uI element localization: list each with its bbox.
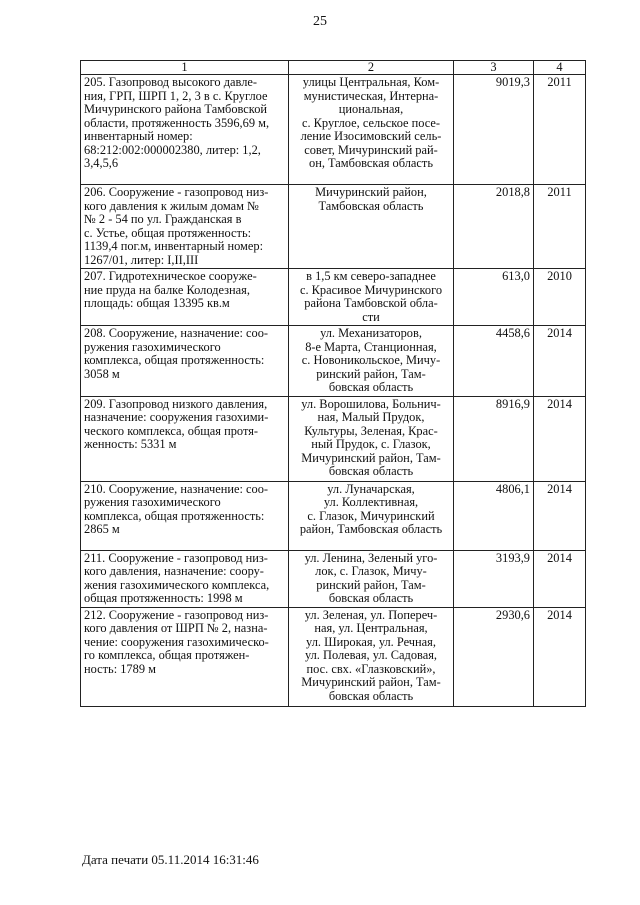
object-description-cell (81, 481, 289, 550)
table-row (81, 185, 586, 269)
header-cell-3: 3 (454, 61, 534, 75)
object-address-cell (289, 607, 454, 706)
table-row (81, 396, 586, 481)
object-description-cell-line: кого давления, назначение: соору- (84, 564, 264, 578)
object-description-cell (81, 607, 289, 706)
object-address-cell (289, 396, 454, 481)
object-length-cell: 9019,3 (454, 75, 534, 185)
object-description-cell-line: площадь: общая 13395 кв.м (84, 296, 230, 310)
object-address-cell (289, 269, 454, 326)
table-row (81, 481, 586, 550)
object-description-cell (81, 396, 289, 481)
object-address-cell-line: ул. Широкая, ул. Речная, (306, 634, 436, 649)
object-address-cell-line: ул. Зеленая, ул. Попереч- (304, 607, 438, 622)
object-year-cell: 2011 (534, 75, 586, 185)
object-description-cell-line: 3,4,5,6 (84, 156, 119, 170)
object-address-cell-line: района Тамбовской обла- (304, 296, 438, 310)
object-description-cell (81, 185, 289, 269)
table-body (81, 75, 586, 707)
object-description-cell-line: 207. Гидротехническое сооруже- (84, 269, 257, 283)
object-description-cell-line: ружения газохимического (84, 339, 221, 354)
object-description-cell-line: кого давления от ШРП № 2, назна- (84, 621, 268, 635)
object-year-cell: 2014 (534, 396, 586, 481)
object-address-cell-line: ная, ул. Центральная, (314, 621, 428, 635)
object-address-cell-line: ная, Малый Прудок, (317, 410, 425, 424)
header-cell-4: 4 (534, 61, 586, 75)
object-description-cell-line: ческого комплекса, общая протя- (84, 423, 259, 438)
object-address-cell-line: ул. Коллективная, (323, 495, 419, 509)
object-description-cell-line: области, протяженность 3596,69 м, (84, 115, 270, 130)
object-year-cell: 2014 (534, 550, 586, 607)
object-address-cell-line: улицы Центральная, Ком- (302, 75, 440, 89)
object-year-cell: 2014 (534, 607, 586, 706)
object-description-cell-line: № 2 - 54 по ул. Гражданская в (84, 212, 242, 226)
object-address-cell-line: с. Круглое, сельское посе- (301, 115, 441, 130)
object-description-cell-line: комплекса, общая протяженность: (84, 508, 265, 523)
object-address-cell-line: он, Тамбовская область (309, 156, 433, 170)
object-year-cell: 2014 (534, 326, 586, 397)
header-cell-1: 1 (81, 61, 289, 75)
object-address-cell-line: с. Красивое Мичуринского (299, 282, 443, 297)
object-length-cell: 3193,9 (454, 550, 534, 607)
object-address-cell-line: бовская область (328, 591, 414, 605)
object-description-cell-line: 1267/01, литер: I,II,III (84, 252, 199, 267)
table-row (81, 269, 586, 326)
object-description-cell-line: 205. Газопровод высокого давле- (84, 75, 258, 89)
object-address-cell-line: совет, Мичуринский рай- (304, 142, 438, 157)
object-description-cell-line: Мичуринского района Тамбовской (84, 102, 268, 116)
object-description-cell-line: 1139,4 пог.м, инвентарный номер: (84, 239, 264, 253)
object-description-cell-line: 2865 м (84, 522, 120, 536)
object-description-cell-line: женность: 5331 м (84, 437, 177, 451)
object-address-cell-line: пос. свх. «Глазковский», (306, 661, 436, 676)
object-address-cell-line: Тамбовская область (318, 198, 424, 213)
object-description-cell-line: ружения газохимического (84, 495, 221, 509)
object-address-cell (289, 326, 454, 397)
object-length-cell: 2018,8 (454, 185, 534, 269)
object-address-cell-line: ринский район, Там- (316, 366, 426, 381)
object-description-cell-line: ние пруда на балке Колодезная, (84, 282, 250, 297)
object-description-cell-line: 68:212:002:000002380, литер: 1,2, (84, 142, 261, 157)
object-address-cell-line: ный Прудок, с. Глазок, (311, 437, 431, 451)
object-address-cell (289, 185, 454, 269)
table-row (81, 75, 586, 185)
object-address-cell-line: ление Изосимовский сель- (300, 129, 442, 143)
object-address-cell-line: Культуры, Зеленая, Крас- (304, 423, 438, 438)
object-description-cell-line: 210. Сооружение, назначение: соо- (84, 481, 269, 496)
object-description-cell-line: 206. Сооружение - газопровод низ- (84, 185, 269, 199)
object-description-cell (81, 550, 289, 607)
object-address-cell-line: ул. Механизаторов, (320, 326, 422, 340)
object-length-cell: 4806,1 (454, 481, 534, 550)
object-description-cell-line: 212. Сооружение - газопровод низ- (84, 607, 269, 622)
object-description-cell-line: 211. Сооружение - газопровод низ- (84, 550, 268, 565)
object-description-cell-line: ния, ГРП, ШРП 1, 2, 3 в с. Круглое (84, 88, 268, 103)
object-length-cell: 8916,9 (454, 396, 534, 481)
page-number: 25 (313, 14, 327, 29)
object-address-cell-line: ул. Луначарская, (327, 481, 415, 496)
object-description-cell-line: с. Устье, общая протяженность: (84, 225, 252, 240)
object-address-cell-line: с. Глазок, Мичуринский (307, 508, 435, 523)
object-address-cell-line: бовская область (328, 688, 414, 703)
object-address-cell-line: Мичуринский район, (315, 185, 427, 199)
object-address-cell-line: район, Тамбовская область (299, 522, 443, 536)
object-description-cell-line: инвентарный номер: (84, 129, 193, 143)
object-description-cell-line: чение: сооружения газохимическо- (84, 634, 269, 649)
object-description-cell-line: го комплекса, общая протяжен- (84, 648, 250, 662)
object-year-cell: 2014 (534, 481, 586, 550)
object-address-cell-line: бовская область (328, 464, 414, 478)
object-address-cell-line: в 1,5 км северо-западнее (306, 269, 436, 283)
table-row (81, 607, 586, 706)
object-year-cell: 2010 (534, 269, 586, 326)
object-description-cell (81, 75, 289, 185)
object-address-cell-line: циональная, (338, 102, 404, 116)
object-description-cell-line: ность: 1789 м (84, 661, 156, 676)
object-year-cell: 2011 (534, 185, 586, 269)
object-description-cell-line: жения газохимического комплекса, (84, 577, 270, 592)
object-address-cell-line: мунистическая, Интерна- (303, 88, 439, 103)
object-description-cell-line: 3058 м (84, 366, 120, 381)
table-row (81, 550, 586, 607)
object-address-cell-line: ринский район, Там- (316, 577, 426, 592)
object-address-cell-line: с. Новоникольское, Мичу- (301, 353, 441, 367)
object-description-cell-line: комплекса, общая протяженность: (84, 353, 265, 367)
table-row (81, 326, 586, 397)
table-header-row (81, 61, 586, 75)
object-address-cell-line: Мичуринский район, Там- (301, 675, 441, 689)
object-description-cell-line: назначение: сооружения газохими- (84, 410, 269, 424)
object-length-cell: 613,0 (454, 269, 534, 326)
object-address-cell-line: Мичуринский район, Там- (301, 450, 441, 465)
object-description-cell (81, 269, 289, 326)
object-length-cell: 2930,6 (454, 607, 534, 706)
object-address-cell-line: ул. Ворошилова, Больнич- (301, 396, 441, 411)
header-cell-2: 2 (289, 61, 454, 75)
print-date: Дата печати 05.11.2014 16:31:46 (82, 852, 259, 867)
object-description-cell-line: 209. Газопровод низкого давления, (84, 396, 268, 411)
object-address-cell-line: лок, с. Глазок, Мичу- (315, 564, 427, 578)
object-address-cell-line: ул. Ленина, Зеленый уго- (304, 550, 438, 565)
object-address-cell-line: 8-е Марта, Станционная, (305, 339, 437, 354)
object-address-cell (289, 550, 454, 607)
object-description-cell-line: общая протяженность: 1998 м (84, 591, 243, 605)
object-description-cell-line: кого давления к жилым домам № (84, 198, 259, 213)
object-address-cell-line: бовская область (328, 380, 414, 394)
object-address-cell-line: ул. Полевая, ул. Садовая, (304, 648, 438, 662)
object-address-cell-line: сти (362, 309, 380, 324)
object-address-cell (289, 75, 454, 185)
object-length-cell: 4458,6 (454, 326, 534, 397)
object-description-cell (81, 326, 289, 397)
object-address-cell (289, 481, 454, 550)
object-description-cell-line: 208. Сооружение, назначение: соо- (84, 326, 269, 340)
property-register-table (80, 60, 586, 707)
